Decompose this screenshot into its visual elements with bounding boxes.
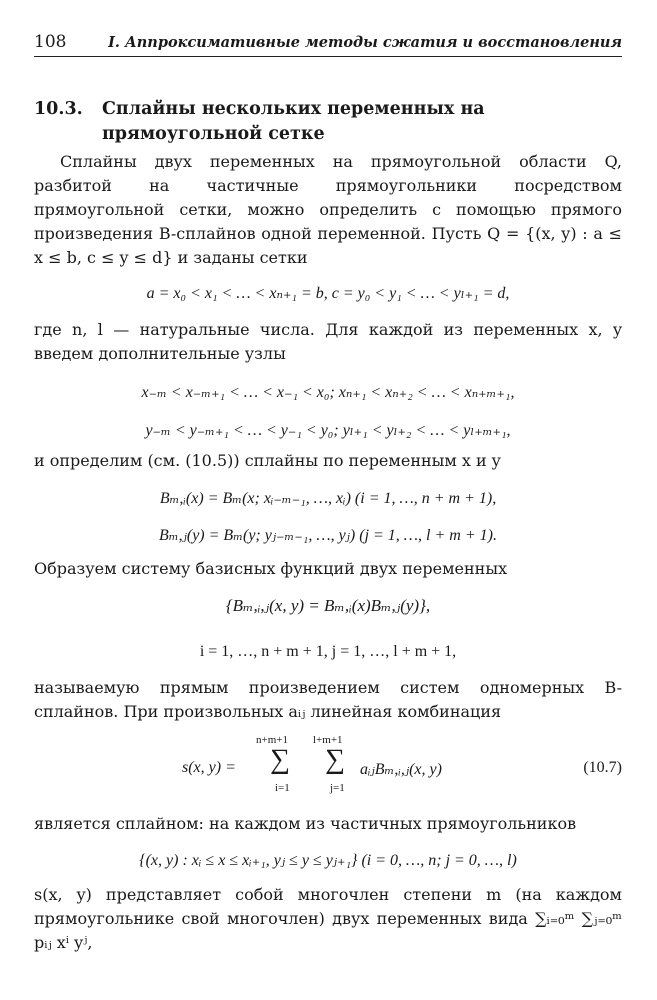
sum-lower-j: j=1 — [330, 782, 345, 794]
paragraph-spline-statement: является сплайном: на каждом из частичных прямоугольников — [34, 814, 577, 833]
sigma-j-icon: ∑ — [325, 744, 345, 775]
equation-number: (10.7) — [583, 759, 622, 776]
sum-lower-i: i=1 — [275, 782, 290, 794]
equation-bx: Bₘ,ᵢ(x) = Bₘ(x; xᵢ₋ₘ₋₁, …, xᵢ) (i = 1, …, n + m + 1), — [159, 490, 497, 507]
paragraph-nodes: где n, l — натуральные числа. Для каждой из переменных x, y введем дополнительные узлы — [34, 320, 622, 363]
equation-grids: a = x₀ < x₁ < … < xₙ₊₁ = b, c = y₀ < y₁ < … < yₗ₊₁ = d, — [146, 285, 510, 302]
sigma-i-icon: ∑ — [270, 744, 290, 775]
paragraph-polynomial: s(x, y) представляет собой многочлен степени m (на каждом прямоугольнике свой многочлен) двух переменных вида ∑ᵢ₌₀ᵐ ∑ⱼ₌₀ᵐ pᵢⱼ xⁱ yʲ, — [34, 885, 622, 952]
section-title: Сплайны нескольких переменных на прямоугольной сетке — [102, 99, 485, 144]
equation-by: Bₘ,ⱼ(y) = Bₘ(y; yⱼ₋ₘ₋₁, …, yⱼ) (j = 1, …, l + m + 1). — [159, 527, 497, 544]
page-header — [34, 30, 622, 57]
sum-upper-i: n+m+1 — [256, 734, 288, 746]
paragraph-combination: называемую прямым произведением систем одномерных B-сплайнов. При произвольных aᵢⱼ линейная комбинация — [34, 678, 622, 721]
equation-ranges: i = 1, …, n + m + 1, j = 1, …, l + m + 1, — [199, 643, 457, 660]
sum-body: aᵢⱼBₘ,ᵢ,ⱼ(x, y) — [360, 761, 442, 778]
sum-upper-j: l+m+1 — [313, 734, 343, 746]
equation-extra-x: x₋ₘ < x₋ₘ₊₁ < … < x₋₁ < x₀; xₙ₊₁ < xₙ₊₂ < … < xₙ₊ₘ₊₁, — [141, 384, 515, 401]
equation-extra-y: y₋ₘ < y₋ₘ₊₁ < … < y₋₁ < y₀; yₗ₊₁ < yₗ₊₂ < … < yₗ₊ₘ₊₁, — [145, 422, 511, 439]
section-number: 10.3. — [34, 99, 83, 119]
section-heading — [34, 97, 624, 147]
equation-rectangles: {(x, y) : xᵢ ≤ x ≤ xᵢ₊₁, yⱼ ≤ y ≤ yⱼ₊₁} (i = 0, …, n; j = 0, …, l) — [139, 852, 517, 869]
equation-double-sum — [34, 732, 622, 802]
sum-lhs: s(x, y) = — [182, 759, 236, 776]
paragraph-basis: Образуем систему базисных функций двух переменных — [34, 559, 508, 578]
running-head: I. Аппроксимативные методы сжатия и восстановления — [108, 34, 622, 51]
paragraph-define-splines: и определим (см. (10.5)) сплайны по переменным x и y — [34, 451, 501, 470]
paragraph-intro: Сплайны двух переменных на прямоугольной области Q, разбитой на частичные прямоугольники посредством прямоугольной сетки, можно определить с помощью прямого произведения B-сплайнов одной переменной. Пусть Q = {(x, y) : a ≤ x ≤ b, c ≤ y ≤ d} и заданы сетки — [34, 152, 622, 267]
page-number: 108 — [34, 32, 67, 52]
equation-basis: {Bₘ,ᵢ,ⱼ(x, y) = Bₘ,ᵢ(x)Bₘ,ⱼ(y)}, — [225, 596, 431, 615]
